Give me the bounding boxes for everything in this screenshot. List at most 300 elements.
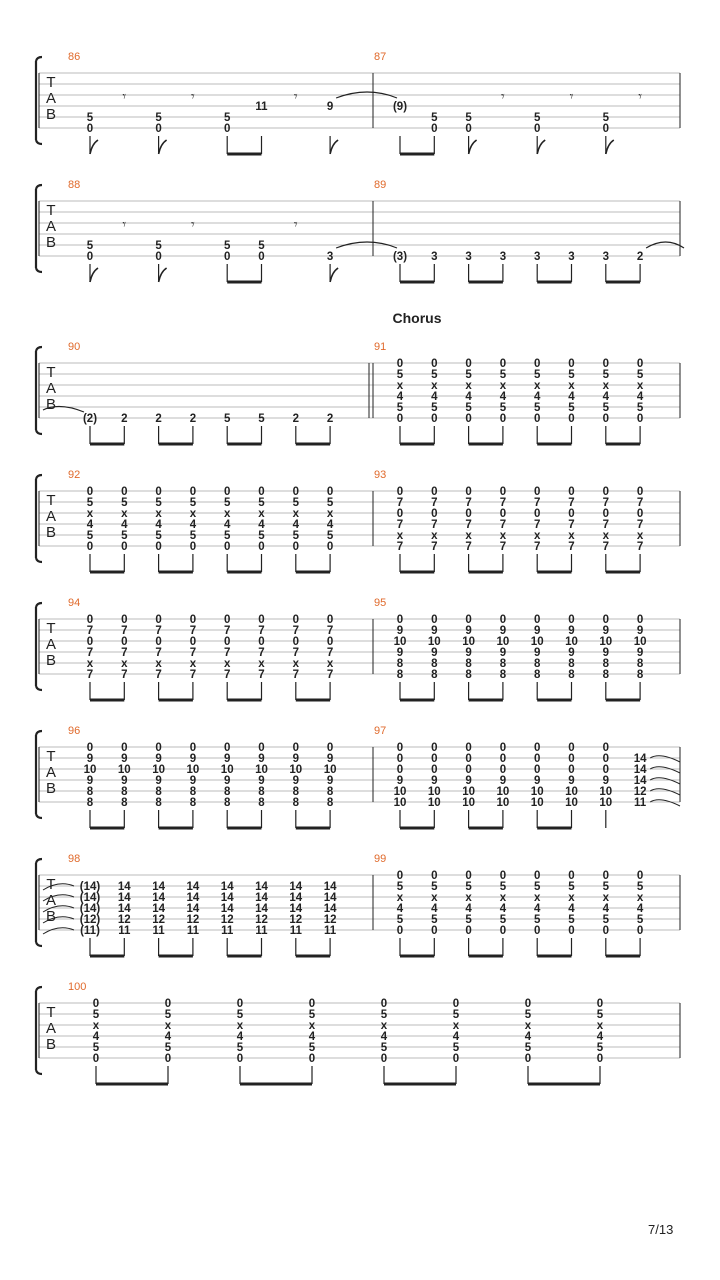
fret-number: 7 <box>499 519 507 531</box>
fret-number: 9 <box>431 647 438 659</box>
fret-number: 8 <box>223 786 231 798</box>
fret-number: 8 <box>258 786 265 798</box>
fret-number: 5 <box>636 369 644 381</box>
fret-number: 5 <box>223 240 231 252</box>
fret-number: 0 <box>258 636 265 648</box>
tie-arc <box>650 800 680 806</box>
fret-number: 7 <box>602 519 610 531</box>
fret-number: 10 <box>83 764 97 776</box>
fret-number: 7 <box>636 497 644 509</box>
fret-number: 0 <box>602 753 610 765</box>
fret-number: 7 <box>465 497 472 509</box>
fret-number: 7 <box>465 541 472 553</box>
fret-number: 0 <box>568 753 575 765</box>
bar-number: 87 <box>374 51 387 63</box>
fret-number: x <box>326 508 334 520</box>
fret-number: (11) <box>80 925 100 937</box>
fret-number: 0 <box>452 1053 460 1065</box>
fret-number: 9 <box>121 753 128 765</box>
fret-number: 0 <box>396 508 404 520</box>
fret-number: 0 <box>121 541 128 553</box>
fret-number: 11 <box>152 925 165 937</box>
note-flag <box>330 268 338 282</box>
fret-number: 0 <box>86 541 94 553</box>
fret-number: 0 <box>326 541 334 553</box>
fret-number: 5 <box>326 497 334 509</box>
fret-number: 14 <box>289 881 303 893</box>
fret-number: 7 <box>396 519 404 531</box>
fret-number: 14 <box>186 881 200 893</box>
fret-number: 3 <box>533 251 541 263</box>
fret-number: 14 <box>633 753 647 765</box>
fret-number: 5 <box>602 881 610 893</box>
fret-number: 5 <box>568 914 575 926</box>
fret-number: 2 <box>636 251 644 263</box>
fret-number: 5 <box>465 369 472 381</box>
fret-number: 0 <box>568 614 575 626</box>
fret-number: 8 <box>86 797 94 809</box>
fret-number: 0 <box>465 614 472 626</box>
fret-number: x <box>189 508 197 520</box>
fret-number: x <box>533 380 541 392</box>
fret-number: 9 <box>155 775 162 787</box>
fret-number: x <box>533 530 541 542</box>
fret-number: 4 <box>465 903 472 915</box>
fret-number: 5 <box>524 1042 532 1054</box>
fret-number: 5 <box>86 240 94 252</box>
fret-number: 0 <box>533 413 541 425</box>
fret-number: 0 <box>258 541 265 553</box>
fret-number: 8 <box>326 797 334 809</box>
fret-number: (2) <box>82 413 98 425</box>
fret-number: x <box>292 508 300 520</box>
fret-number: 5 <box>164 1042 172 1054</box>
fret-number: 7 <box>258 625 265 637</box>
tab-clef-letter: B <box>45 780 57 797</box>
fret-number: 0 <box>568 925 575 937</box>
fret-number: 10 <box>220 764 234 776</box>
fret-number: 0 <box>524 1053 532 1065</box>
fret-number: x <box>431 892 438 904</box>
fret-number: 9 <box>465 647 472 659</box>
fret-number: 8 <box>636 669 644 681</box>
fret-number: 5 <box>533 402 541 414</box>
fret-number: 5 <box>86 112 94 124</box>
fret-number: 0 <box>636 486 644 498</box>
fret-number: 0 <box>258 742 265 754</box>
fret-number: 0 <box>86 636 94 648</box>
eighth-rest: 𝄾 <box>293 89 298 105</box>
fret-number: 4 <box>380 1031 388 1043</box>
fret-number: x <box>396 380 404 392</box>
fret-number: 0 <box>568 413 575 425</box>
fret-number: 8 <box>258 797 265 809</box>
tab-clef-letter: A <box>45 764 57 781</box>
fret-number: 5 <box>524 1009 532 1021</box>
fret-number: 5 <box>86 497 94 509</box>
fret-number: 0 <box>568 508 575 520</box>
fret-number: x <box>636 380 644 392</box>
eighth-rest: 𝄾 <box>122 89 127 105</box>
fret-number: 0 <box>596 998 604 1010</box>
fret-number: 9 <box>499 775 507 787</box>
tab-clef-letter: A <box>45 508 57 525</box>
fret-number: 0 <box>636 413 644 425</box>
fret-number: 0 <box>602 742 610 754</box>
fret-number: 4 <box>602 903 610 915</box>
fret-number: (12) <box>79 914 101 926</box>
note-flag <box>606 140 614 154</box>
fret-number: 0 <box>636 925 644 937</box>
fret-number: 9 <box>465 625 472 637</box>
fret-number: 5 <box>431 881 438 893</box>
fret-number: 9 <box>533 775 541 787</box>
fret-number: 5 <box>189 497 197 509</box>
fret-number: 2 <box>155 413 162 425</box>
fret-number: 4 <box>236 1031 244 1043</box>
fret-number: 8 <box>121 797 128 809</box>
fret-number: 5 <box>499 402 507 414</box>
fret-number: 9 <box>155 753 162 765</box>
fret-number: 0 <box>92 998 100 1010</box>
fret-number: 0 <box>431 764 438 776</box>
fret-number: 5 <box>465 914 472 926</box>
fret-number: 0 <box>86 251 94 263</box>
fret-number: 11 <box>221 925 234 937</box>
fret-number: 5 <box>223 112 231 124</box>
fret-number: 9 <box>258 775 265 787</box>
fret-number: 7 <box>86 647 94 659</box>
fret-number: 0 <box>396 614 404 626</box>
fret-number: 0 <box>524 998 532 1010</box>
fret-number: 0 <box>533 486 541 498</box>
fret-number: 14 <box>323 892 337 904</box>
fret-number: x <box>465 380 472 392</box>
fret-number: 0 <box>258 486 265 498</box>
fret-number: 0 <box>602 123 610 135</box>
fret-number: 7 <box>465 519 472 531</box>
fret-number: 7 <box>326 647 334 659</box>
fret-number: 14 <box>152 881 165 893</box>
fret-number: 0 <box>568 486 575 498</box>
fret-number: 5 <box>431 914 438 926</box>
fret-number: 5 <box>465 881 472 893</box>
fret-number: 4 <box>86 519 94 531</box>
fret-number: 5 <box>258 240 265 252</box>
fret-number: 8 <box>396 658 404 670</box>
fret-number: 5 <box>155 497 162 509</box>
fret-number: 7 <box>533 497 541 509</box>
fret-number: 9 <box>431 775 438 787</box>
fret-number: 14 <box>255 903 268 915</box>
bar-number: 93 <box>374 469 387 481</box>
fret-number: 5 <box>431 402 438 414</box>
fret-number: 5 <box>223 413 231 425</box>
fret-number: 0 <box>223 251 231 263</box>
fret-number: 5 <box>636 881 644 893</box>
fret-number: 7 <box>499 541 507 553</box>
fret-number: 9 <box>499 647 507 659</box>
fret-number: (14) <box>79 892 101 904</box>
fret-number: 0 <box>533 870 541 882</box>
fret-number: 0 <box>465 486 472 498</box>
fret-number: 4 <box>533 903 541 915</box>
fret-number: 0 <box>533 358 541 370</box>
fret-number: 3 <box>465 251 472 263</box>
note-flag <box>330 140 338 154</box>
fret-number: 0 <box>465 742 472 754</box>
fret-number: 9 <box>568 647 575 659</box>
fret-number: 7 <box>86 669 94 681</box>
fret-number: 2 <box>326 413 334 425</box>
fret-number: 9 <box>533 625 541 637</box>
fret-number: 9 <box>223 775 231 787</box>
fret-number: 0 <box>602 764 610 776</box>
fret-number: 10 <box>117 764 131 776</box>
fret-number: 0 <box>499 764 507 776</box>
fret-number: 0 <box>380 1053 388 1065</box>
fret-number: 8 <box>86 786 94 798</box>
tab-clef-letter: A <box>45 892 57 909</box>
tab-clef-letter: B <box>45 524 57 541</box>
fret-number: 0 <box>86 614 94 626</box>
fret-number: 0 <box>533 508 541 520</box>
fret-number: 5 <box>292 530 300 542</box>
fret-number: 5 <box>223 497 231 509</box>
fret-number: 12 <box>323 914 337 926</box>
tab-clef-letter: T <box>46 202 56 219</box>
fret-number: 0 <box>602 870 610 882</box>
fret-number: 5 <box>465 112 472 124</box>
fret-number: 10 <box>462 797 475 809</box>
tab-clef-letter: T <box>46 620 56 637</box>
fret-number: 8 <box>465 658 472 670</box>
fret-number: 8 <box>602 669 610 681</box>
bar-number: 91 <box>374 341 387 353</box>
fret-number: 9 <box>602 775 610 787</box>
fret-number: 12 <box>633 786 647 798</box>
fret-number: 7 <box>223 669 231 681</box>
fret-number: 0 <box>431 870 438 882</box>
fret-number: 8 <box>292 786 300 798</box>
fret-number: 11 <box>324 925 337 937</box>
fret-number: 9 <box>223 753 231 765</box>
bar-number: 95 <box>374 597 387 609</box>
fret-number: 0 <box>292 541 300 553</box>
fret-number: 0 <box>86 486 94 498</box>
fret-number: 14 <box>117 881 131 893</box>
fret-number: 0 <box>86 123 94 135</box>
fret-number: 5 <box>533 881 541 893</box>
fret-number: 12 <box>186 914 200 926</box>
fret-number: 7 <box>568 541 575 553</box>
tab-clef-letter: T <box>46 492 56 509</box>
fret-number: 0 <box>499 753 507 765</box>
fret-number: 10 <box>393 797 407 809</box>
fret-number: 5 <box>258 497 265 509</box>
fret-number: 0 <box>499 486 507 498</box>
fret-number: 14 <box>220 892 234 904</box>
fret-number: x <box>431 530 438 542</box>
fret-number: 0 <box>155 251 162 263</box>
bar-number: 86 <box>68 51 81 63</box>
fret-number: 12 <box>117 914 131 926</box>
fret-number: 4 <box>533 391 541 403</box>
fret-number: 0 <box>636 358 644 370</box>
tab-clef-letter: A <box>45 1020 57 1037</box>
eighth-rest: 𝄾 <box>293 217 298 233</box>
fret-number: 11 <box>255 101 268 113</box>
fret-number: 0 <box>602 508 610 520</box>
fret-number: 0 <box>86 742 94 754</box>
tab-clef-letter: B <box>45 106 57 123</box>
bar-number: 92 <box>68 469 81 481</box>
fret-number: 12 <box>289 914 303 926</box>
fret-number: 7 <box>292 669 300 681</box>
fret-number: 14 <box>633 775 647 787</box>
fret-number: 10 <box>496 636 510 648</box>
fret-number: 10 <box>496 786 510 798</box>
note-flag <box>469 140 477 154</box>
bar-number: 94 <box>68 597 81 609</box>
fret-number: 7 <box>602 497 610 509</box>
fret-number: x <box>396 892 404 904</box>
fret-number: 5 <box>431 112 438 124</box>
fret-number: 7 <box>292 625 300 637</box>
fret-number: 5 <box>223 530 231 542</box>
bar-number: 99 <box>374 853 387 865</box>
fret-number: x <box>236 1020 244 1032</box>
fret-number: x <box>602 380 610 392</box>
fret-number: 4 <box>452 1031 460 1043</box>
fret-number: 4 <box>602 391 610 403</box>
fret-number: 0 <box>533 764 541 776</box>
fret-number: 14 <box>255 892 268 904</box>
section-label: Chorus <box>392 310 442 326</box>
fret-number: x <box>636 892 644 904</box>
fret-number: 14 <box>323 881 337 893</box>
fret-number: x <box>499 380 507 392</box>
fret-number: 0 <box>568 870 575 882</box>
fret-number: 0 <box>465 508 472 520</box>
fret-number: 14 <box>152 892 165 904</box>
fret-number: 10 <box>427 786 441 798</box>
fret-number: 10 <box>462 636 475 648</box>
fret-number: 0 <box>465 123 472 135</box>
fret-number: x <box>465 530 472 542</box>
fret-number: 7 <box>258 669 265 681</box>
fret-number: 7 <box>189 647 197 659</box>
fret-number: 7 <box>396 497 404 509</box>
fret-number: 8 <box>223 797 231 809</box>
fret-number: 9 <box>396 775 404 787</box>
fret-number: 5 <box>602 369 610 381</box>
fret-number: 0 <box>431 413 438 425</box>
fret-number: x <box>121 658 128 670</box>
fret-number: 0 <box>431 925 438 937</box>
fret-number: 0 <box>121 614 128 626</box>
fret-number: 7 <box>223 625 231 637</box>
fret-number: 7 <box>636 541 644 553</box>
fret-number: 9 <box>396 625 404 637</box>
tab-clef-letter: B <box>45 652 57 669</box>
tab-clef-letter: B <box>45 234 57 251</box>
fret-number: 0 <box>533 123 541 135</box>
fret-number: 5 <box>533 369 541 381</box>
fret-number: 4 <box>258 519 265 531</box>
fret-number: 5 <box>380 1009 388 1021</box>
fret-number: 10 <box>530 636 544 648</box>
fret-number: 14 <box>220 903 234 915</box>
page-number: 7/13 <box>648 1222 674 1237</box>
fret-number: 9 <box>602 625 610 637</box>
fret-number: 7 <box>533 519 541 531</box>
fret-number: 0 <box>155 742 162 754</box>
fret-number: 10 <box>599 786 613 798</box>
fret-number: 5 <box>533 914 541 926</box>
fret-number: 14 <box>117 903 131 915</box>
fret-number: 3 <box>431 251 438 263</box>
fret-number: x <box>499 892 507 904</box>
fret-number: 8 <box>533 669 541 681</box>
fret-number: 0 <box>431 742 438 754</box>
fret-number: 14 <box>633 764 647 776</box>
eighth-rest: 𝄾 <box>122 217 127 233</box>
fret-number: 7 <box>499 497 507 509</box>
fret-number: 5 <box>189 530 197 542</box>
fret-number: x <box>223 658 231 670</box>
fret-number: 8 <box>121 786 128 798</box>
fret-number: 9 <box>86 753 94 765</box>
fret-number: 0 <box>533 925 541 937</box>
fret-number: 0 <box>499 508 507 520</box>
fret-number: 0 <box>236 1053 244 1065</box>
fret-number: 0 <box>396 486 404 498</box>
fret-number: 0 <box>499 742 507 754</box>
tab-clef-letter: B <box>45 908 57 925</box>
fret-number: 8 <box>499 658 507 670</box>
fret-number: 0 <box>602 358 610 370</box>
fret-number: x <box>431 380 438 392</box>
fret-number: 0 <box>223 123 231 135</box>
fret-number: 14 <box>220 881 234 893</box>
fret-number: 10 <box>393 636 407 648</box>
fret-number: 10 <box>565 636 578 648</box>
bar-number: 97 <box>374 725 387 737</box>
fret-number: 10 <box>186 764 200 776</box>
fret-number: 3 <box>499 251 507 263</box>
fret-number: 0 <box>258 251 265 263</box>
fret-number: 5 <box>121 497 128 509</box>
fret-number: 5 <box>236 1042 244 1054</box>
fret-number: 0 <box>396 870 404 882</box>
fret-number: 9 <box>86 775 94 787</box>
tab-clef-letter: B <box>45 396 57 413</box>
fret-number: 5 <box>155 530 162 542</box>
fret-number: 5 <box>236 1009 244 1021</box>
fret-number: 0 <box>465 358 472 370</box>
fret-number: 11 <box>255 925 268 937</box>
fret-number: 5 <box>499 369 507 381</box>
fret-number: 0 <box>326 486 334 498</box>
fret-number: 0 <box>92 1053 100 1065</box>
fret-number: 4 <box>121 519 128 531</box>
fret-number: 12 <box>220 914 234 926</box>
fret-number: 12 <box>255 914 268 926</box>
fret-number: 0 <box>533 753 541 765</box>
fret-number: 0 <box>121 486 128 498</box>
fret-number: 14 <box>289 892 303 904</box>
